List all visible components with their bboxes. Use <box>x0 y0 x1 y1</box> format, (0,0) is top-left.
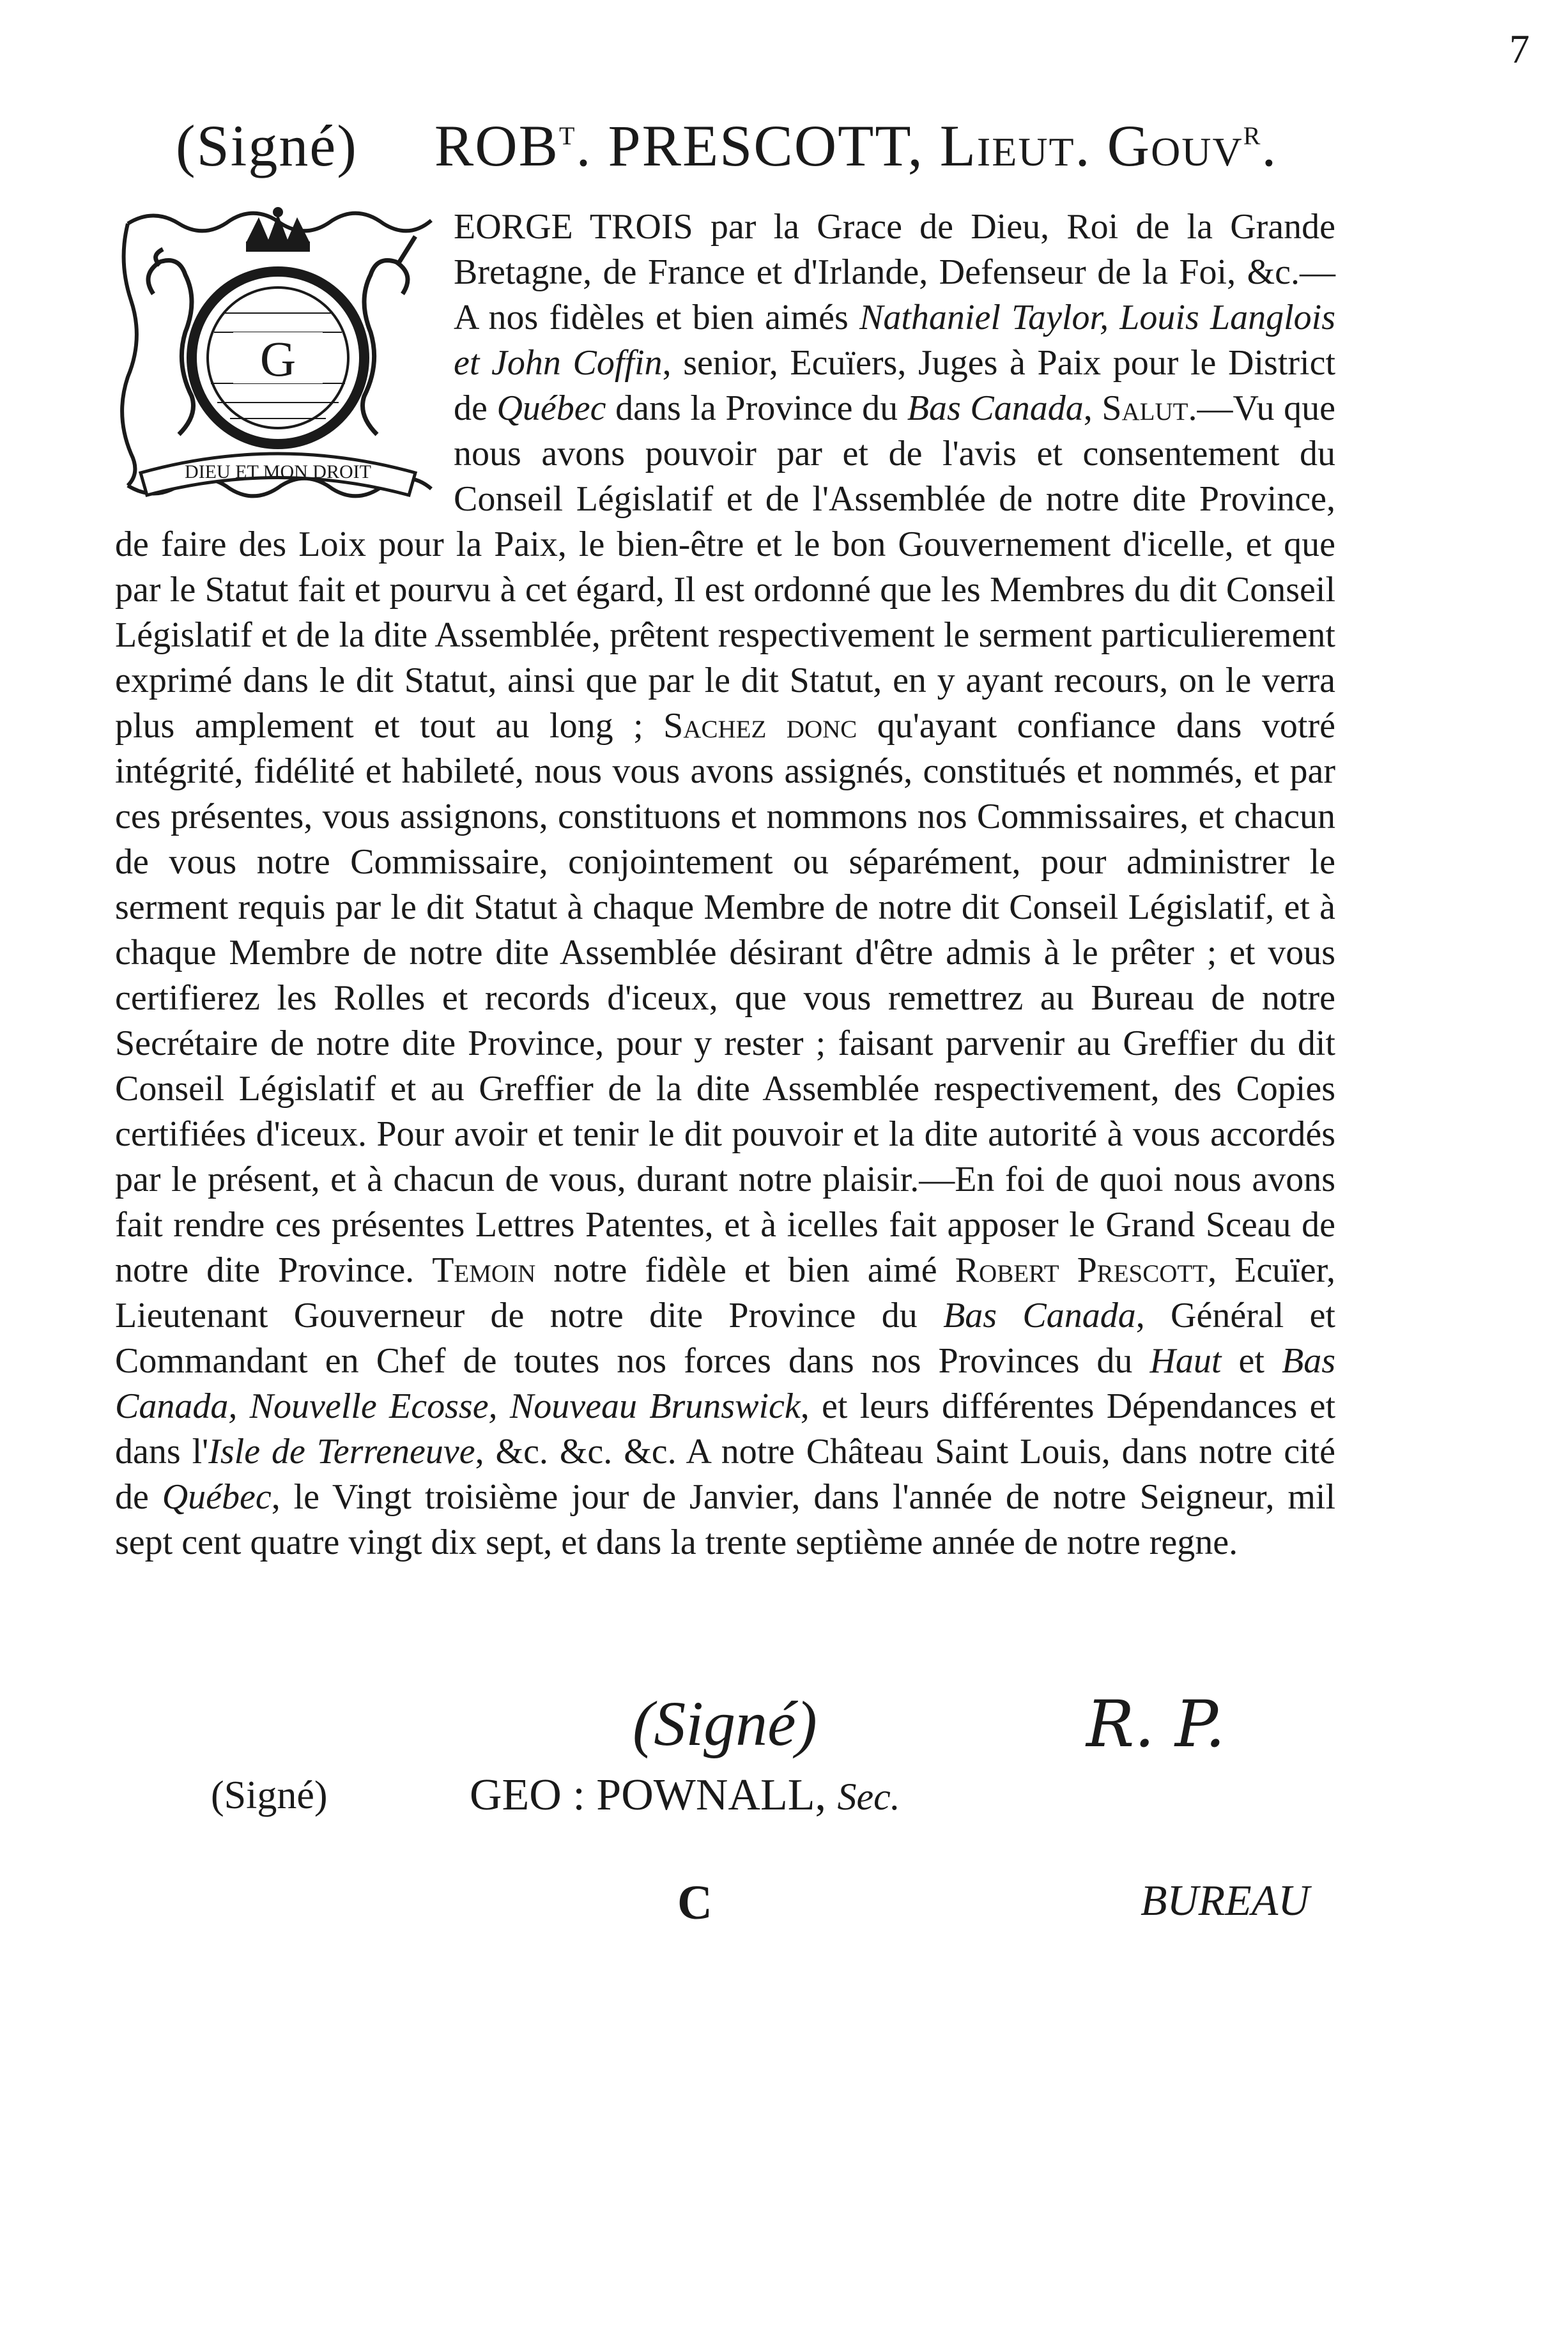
text-p12: , &c. &c. &c. A notre Château Saint Louis, dans notre cité de <box>115 1432 1336 1517</box>
seal-graphic <box>115 204 441 505</box>
text-robert: Robert Prescott <box>955 1250 1208 1290</box>
text-p4: , <box>1083 388 1102 428</box>
text-p8: , Ecuïer, Lieutenant Gouverneur de notre dite Province du <box>115 1250 1335 1335</box>
seal-motto: DIEU ET MON DROIT <box>185 461 371 482</box>
footer-catchword: BUREAU <box>1141 1876 1310 1924</box>
header-name-sup1: T <box>559 121 576 150</box>
text-place5: Bas Canada, Nouvelle Ecosse, Nouveau Brunswick <box>115 1341 1335 1426</box>
text-salut: Salut <box>1102 388 1188 428</box>
text-place6: Isle de Terreneuve <box>208 1432 475 1471</box>
header-title: Lieut. Gouv <box>939 113 1243 178</box>
signature-signe-italic: (Signé) <box>633 1688 817 1759</box>
text-p13: , le Vingt troisième jour de Janvier, dans l'année de notre Seigneur, mil sept cent quatre vingt dix sept, et dans la trente septième année de notre regne. <box>115 1477 1335 1562</box>
signature-bottom-title: Sec. <box>837 1776 900 1818</box>
text-p6: qu'ayant confiance dans votré intégrité, fidélité et habileté, nous vous avons assignés, constitués et nommés, et par ces présentes, vous assignons, constituons et nommons nos Commissaires, et chacun de vous notre Commissaire, conjointement ou séparément, pour administrer le serment requis par le dit Statut à chaque Membre de notre dit Conseil Législatif, et à chaque Membre de notre dite Assemblée désirant d'être admis à le prêter ; et vous certifierez les Rolles et records d'iceux, que vous remettrez au Bureau de notre Secrétaire de notre dite Province, pour y rester ; faisant parvenir au Greffier du dit Conseil Législatif et au Greffier de la dite Assemblée respectivement, des Copies certifiées d'iceux. Pour avoir et tenir le dit pouvoir et la dite autorité à vous accordés par le présent, et à chacun de vous, durant notre plaisir.—En foi de quoi nous avons fait rendre ces présentes Lettres Patentes, et à icelles fait apposer le Grand Sceau de notre dite Province. <box>115 706 1335 1290</box>
page-number: 7 <box>1509 26 1530 72</box>
text-p5: .—Vu que nous avons pouvoir par et de l'avis et consentement du Conseil Législatif et de l'Assemblée de notre dite Province, de faire des Loix pour la Paix, le bien-être et le bon Gouvernement d'icelle, et que par le Statut fait et pourvu à cet égard, Il est ordonné que les Membres du dit Conseil Législatif et de la dite Assemblée, prêtent respectivement le serment particulierement exprimé dans le dit Statut, ainsi que par le dit Statut, en y ayant recours, on le verra plus amplement et tout au long ; <box>115 388 1336 746</box>
header-signe: (Signé) <box>176 113 358 178</box>
header-name-part1: ROB <box>434 113 560 178</box>
text-p2: , senior, Ecuïers, Juges à Paix pour le District de <box>454 343 1336 428</box>
text-p11: , et leurs différentes Dépendances et dans l' <box>115 1386 1335 1471</box>
text-temoin: Temoin <box>432 1250 536 1290</box>
text-sachez: Sachez donc <box>663 706 857 746</box>
header-title-end: . <box>1261 113 1278 178</box>
text-place4: Haut <box>1149 1341 1222 1381</box>
text-p10: et <box>1221 1341 1282 1381</box>
text-p9: , Général et Commandant en Chef de toutes nos forces dans nos Provinces du <box>115 1296 1335 1381</box>
footer-signature-mark: C <box>677 1876 712 1930</box>
signature-bottom-name-text: GEO : POWNALL, <box>470 1770 838 1820</box>
text-name1: Nathaniel Taylor, Louis Langlois et John Coffin <box>454 298 1335 383</box>
header-title-sup: R <box>1243 121 1262 150</box>
text-p3: dans la Province du <box>606 388 907 428</box>
text-p7: notre fidèle et bien aimé <box>535 1250 955 1290</box>
text-place7: Québec <box>162 1477 272 1517</box>
signature-bottom-name <box>470 1770 900 1821</box>
header-signature <box>176 112 1390 180</box>
signature-bottom-label: (Signé) <box>211 1774 328 1817</box>
header-name-part2: . PRESCOTT, <box>576 113 940 178</box>
royal-coat-of-arms-icon <box>115 204 441 505</box>
proclamation-body <box>115 204 1335 1565</box>
text-p1: EORGE TROIS par la Grace de Dieu, Roi de la Grande Bretagne, de France et d'Irlande, Defenseur de la Foi, &c.—A nos fidèles et bien aimés <box>454 207 1335 337</box>
signature-initials: R. P. <box>1086 1687 1226 1762</box>
text-place2: Bas Canada <box>907 388 1084 428</box>
text-place1: Québec <box>496 388 606 428</box>
text-place3: Bas Canada <box>943 1296 1136 1335</box>
seal-initial: G <box>259 331 296 387</box>
